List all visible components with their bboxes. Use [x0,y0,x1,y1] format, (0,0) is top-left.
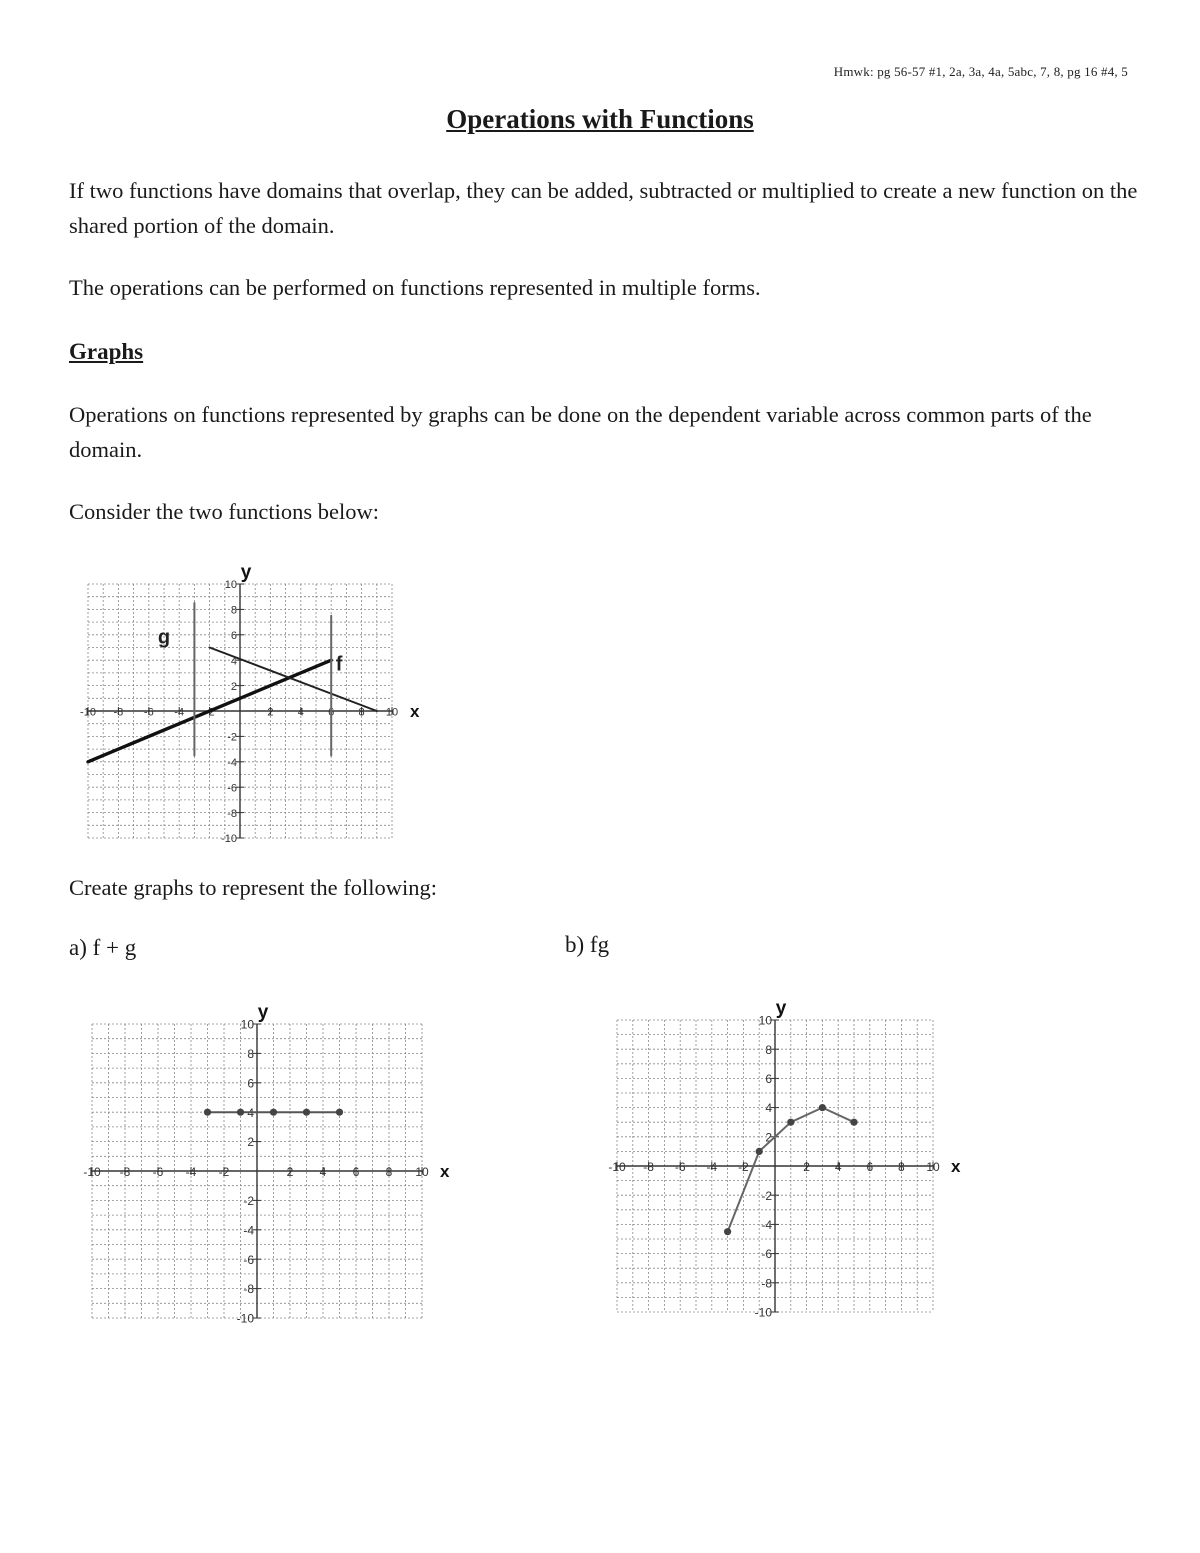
x-tick-label: -8 [119,1164,131,1179]
part-a-label: a) f + g [69,935,137,960]
consider-text: Consider the two functions below: [69,499,379,524]
x-tick-label: 8 [358,706,365,719]
x-tick-label: -2 [738,1159,749,1174]
intro-paragraph-1: If two functions have domains that overlap, they can be added, subtracted or multiplied to create a new function on the shared portion of the domain. [69,178,1138,238]
y-tick-label: -4 [243,1223,254,1238]
graphs-paragraph: Operations on functions represented by graphs can be done on the dependent variable across common parts of the domain. [69,402,1092,462]
data-point [819,1104,826,1111]
x-tick-label: -6 [674,1159,686,1174]
x-tick-label: 4 [319,1164,327,1179]
f-plus-g-graph [83,1002,450,1326]
y-tick-label: -2 [761,1188,772,1203]
data-point [336,1109,343,1116]
x-tick-label: 2 [267,706,274,719]
y-tick-label: -10 [236,1311,254,1326]
data-point [303,1109,310,1116]
y-tick-label: 2 [247,1135,254,1150]
y-tick-label: -10 [754,1305,772,1320]
x-tick-label: 10 [415,1164,429,1179]
y-tick-label: 6 [230,629,237,642]
x-tick-label: 10 [385,706,399,719]
x-tick-label: 2 [803,1159,810,1174]
x-tick-label: -4 [185,1164,197,1179]
x-tick-label: 6 [352,1164,360,1179]
y-axis-label: y [240,562,252,583]
y-tick-label: 6 [247,1076,254,1091]
page-title: Operations with Functions [446,104,754,134]
y-tick-label: 8 [765,1042,772,1057]
data-point [270,1109,277,1116]
y-tick-label: -6 [243,1252,254,1267]
create-graphs-text: Create graphs to represent the following: [69,875,438,900]
y-tick-label: 8 [247,1046,254,1061]
y-tick-label: 4 [230,655,237,668]
x-axis-label: x [440,1162,450,1181]
x-tick-label: 8 [385,1164,393,1179]
y-tick-label: 4 [247,1105,254,1120]
x-tick-label: -2 [218,1164,230,1179]
data-point [787,1119,794,1126]
y-tick-label: -2 [227,731,237,744]
y-tick-label: 8 [230,604,237,617]
x-tick-label: 6 [866,1159,874,1174]
intro-paragraph-2: The operations can be performed on functions represented in multiple forms. [69,275,761,300]
y-tick-label: -8 [243,1282,254,1297]
y-tick-label: 6 [765,1071,772,1086]
y-tick-label: -6 [761,1247,772,1262]
y-tick-label: -8 [761,1276,772,1291]
y-tick-label: -4 [761,1217,772,1232]
part-b-label: b) fg [565,932,610,957]
x-tick-label: -8 [113,706,124,719]
x-tick-label: 6 [328,706,335,719]
y-tick-label: 4 [765,1101,772,1116]
y-tick-label: 2 [765,1130,772,1145]
y-axis-label: y [775,998,787,1019]
function-label-f: f [335,653,343,676]
data-point [724,1228,731,1235]
y-tick-label: 10 [758,1013,772,1028]
x-tick-label: 8 [898,1159,905,1174]
y-tick-label: -4 [227,756,237,769]
x-tick-label: -10 [80,706,96,719]
y-axis-label: y [257,1002,269,1023]
x-tick-label: -2 [204,706,215,719]
y-tick-label: -6 [227,782,237,795]
x-tick-label: 10 [926,1159,940,1174]
x-axis-label: x [951,1157,961,1176]
given-functions-graph [80,562,420,846]
x-tick-label: -10 [608,1159,626,1174]
graphs-heading: Graphs [69,339,144,364]
x-tick-label: -8 [643,1159,654,1174]
x-tick-label: 4 [297,706,304,719]
y-tick-label: -8 [227,807,237,820]
x-axis-label: x [410,702,420,721]
x-tick-label: -6 [152,1164,164,1179]
data-point [237,1109,244,1116]
data-point [850,1119,857,1126]
y-tick-label: 2 [230,680,237,693]
fg-product-graph [608,998,961,1320]
y-tick-label: -10 [221,833,237,846]
x-tick-label: 2 [286,1164,294,1179]
x-tick-label: -4 [706,1159,718,1174]
x-tick-label: -6 [143,706,154,719]
homework-note: Hmwk: pg 56-57 #1, 2a, 3a, 4a, 5abc, 7, 8, pg 16 #4, 5 [833,64,1128,79]
data-point [756,1148,763,1155]
y-tick-label: 10 [240,1017,254,1032]
y-tick-label: 10 [224,579,237,592]
x-tick-label: -4 [174,706,185,719]
y-tick-label: -2 [243,1193,254,1208]
x-tick-label: 4 [834,1159,842,1174]
function-label-g: g [157,626,171,649]
data-point [204,1109,211,1116]
x-tick-label: -10 [83,1164,101,1179]
